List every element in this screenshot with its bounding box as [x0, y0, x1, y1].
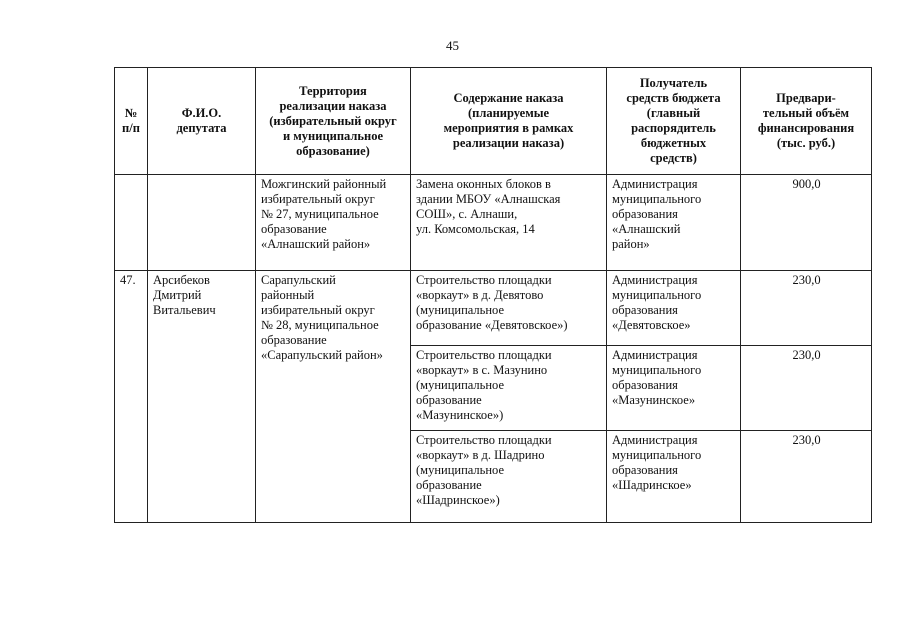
content-cell: Строительство площадки «воркаут» в д. Девятово (муниципальное образование «Девятовское»): [411, 271, 607, 346]
deputy-name: Арсибеков Дмитрий Витальевич: [148, 271, 256, 523]
header-recipient: Получатель средств бюджета (главный распорядитель бюджетных средств): [607, 68, 741, 175]
recipient-cell: Администрация муниципального образования «Шадринское»: [607, 431, 741, 523]
row-number: [115, 175, 148, 271]
header-row: [115, 68, 872, 175]
funding-table: [114, 67, 872, 523]
territory-cell: Сарапульский районный избирательный округ № 28, муниципальное образование «Сарапульский район»: [256, 271, 411, 523]
header-content: Содержание наказа (планируемые мероприятия в рамках реализации наказа): [411, 68, 607, 175]
header-deputy: Ф.И.О. депутата: [148, 68, 256, 175]
amount-cell: 900,0: [741, 175, 872, 271]
content-cell: Строительство площадки «воркаут» в с. Мазунино (муниципальное образование «Мазунинское»): [411, 346, 607, 431]
header-territory: Территория реализации наказа (избирательный округ и муниципальное образование): [256, 68, 411, 175]
recipient-cell: Администрация муниципального образования «Девятовское»: [607, 271, 741, 346]
amount-cell: 230,0: [741, 271, 872, 346]
amount-cell: 230,0: [741, 346, 872, 431]
recipient-cell: Администрация муниципального образования «Мазунинское»: [607, 346, 741, 431]
table-row: [115, 175, 872, 271]
header-number: № п/п: [115, 68, 148, 175]
header-amount: Предвари- тельный объём финансирования (тыс. руб.): [741, 68, 872, 175]
recipient-cell: Администрация муниципального образования «Алнашский район»: [607, 175, 741, 271]
page-number: 45: [446, 38, 459, 53]
territory-cell: Можгинский районный избирательный округ № 27, муниципальное образование «Алнашский район»: [256, 175, 411, 271]
content-cell: Строительство площадки «воркаут» в д. Шадрино (муниципальное образование «Шадринское»): [411, 431, 607, 523]
table-header: [115, 68, 872, 175]
table-body: [115, 175, 872, 523]
table-row: [115, 271, 872, 346]
content-cell: Замена оконных блоков в здании МБОУ «Алнашская СОШ», с. Алнаши, ул. Комсомольская, 14: [411, 175, 607, 271]
amount-cell: 230,0: [741, 431, 872, 523]
deputy-name: [148, 175, 256, 271]
row-number: 47.: [115, 271, 148, 523]
